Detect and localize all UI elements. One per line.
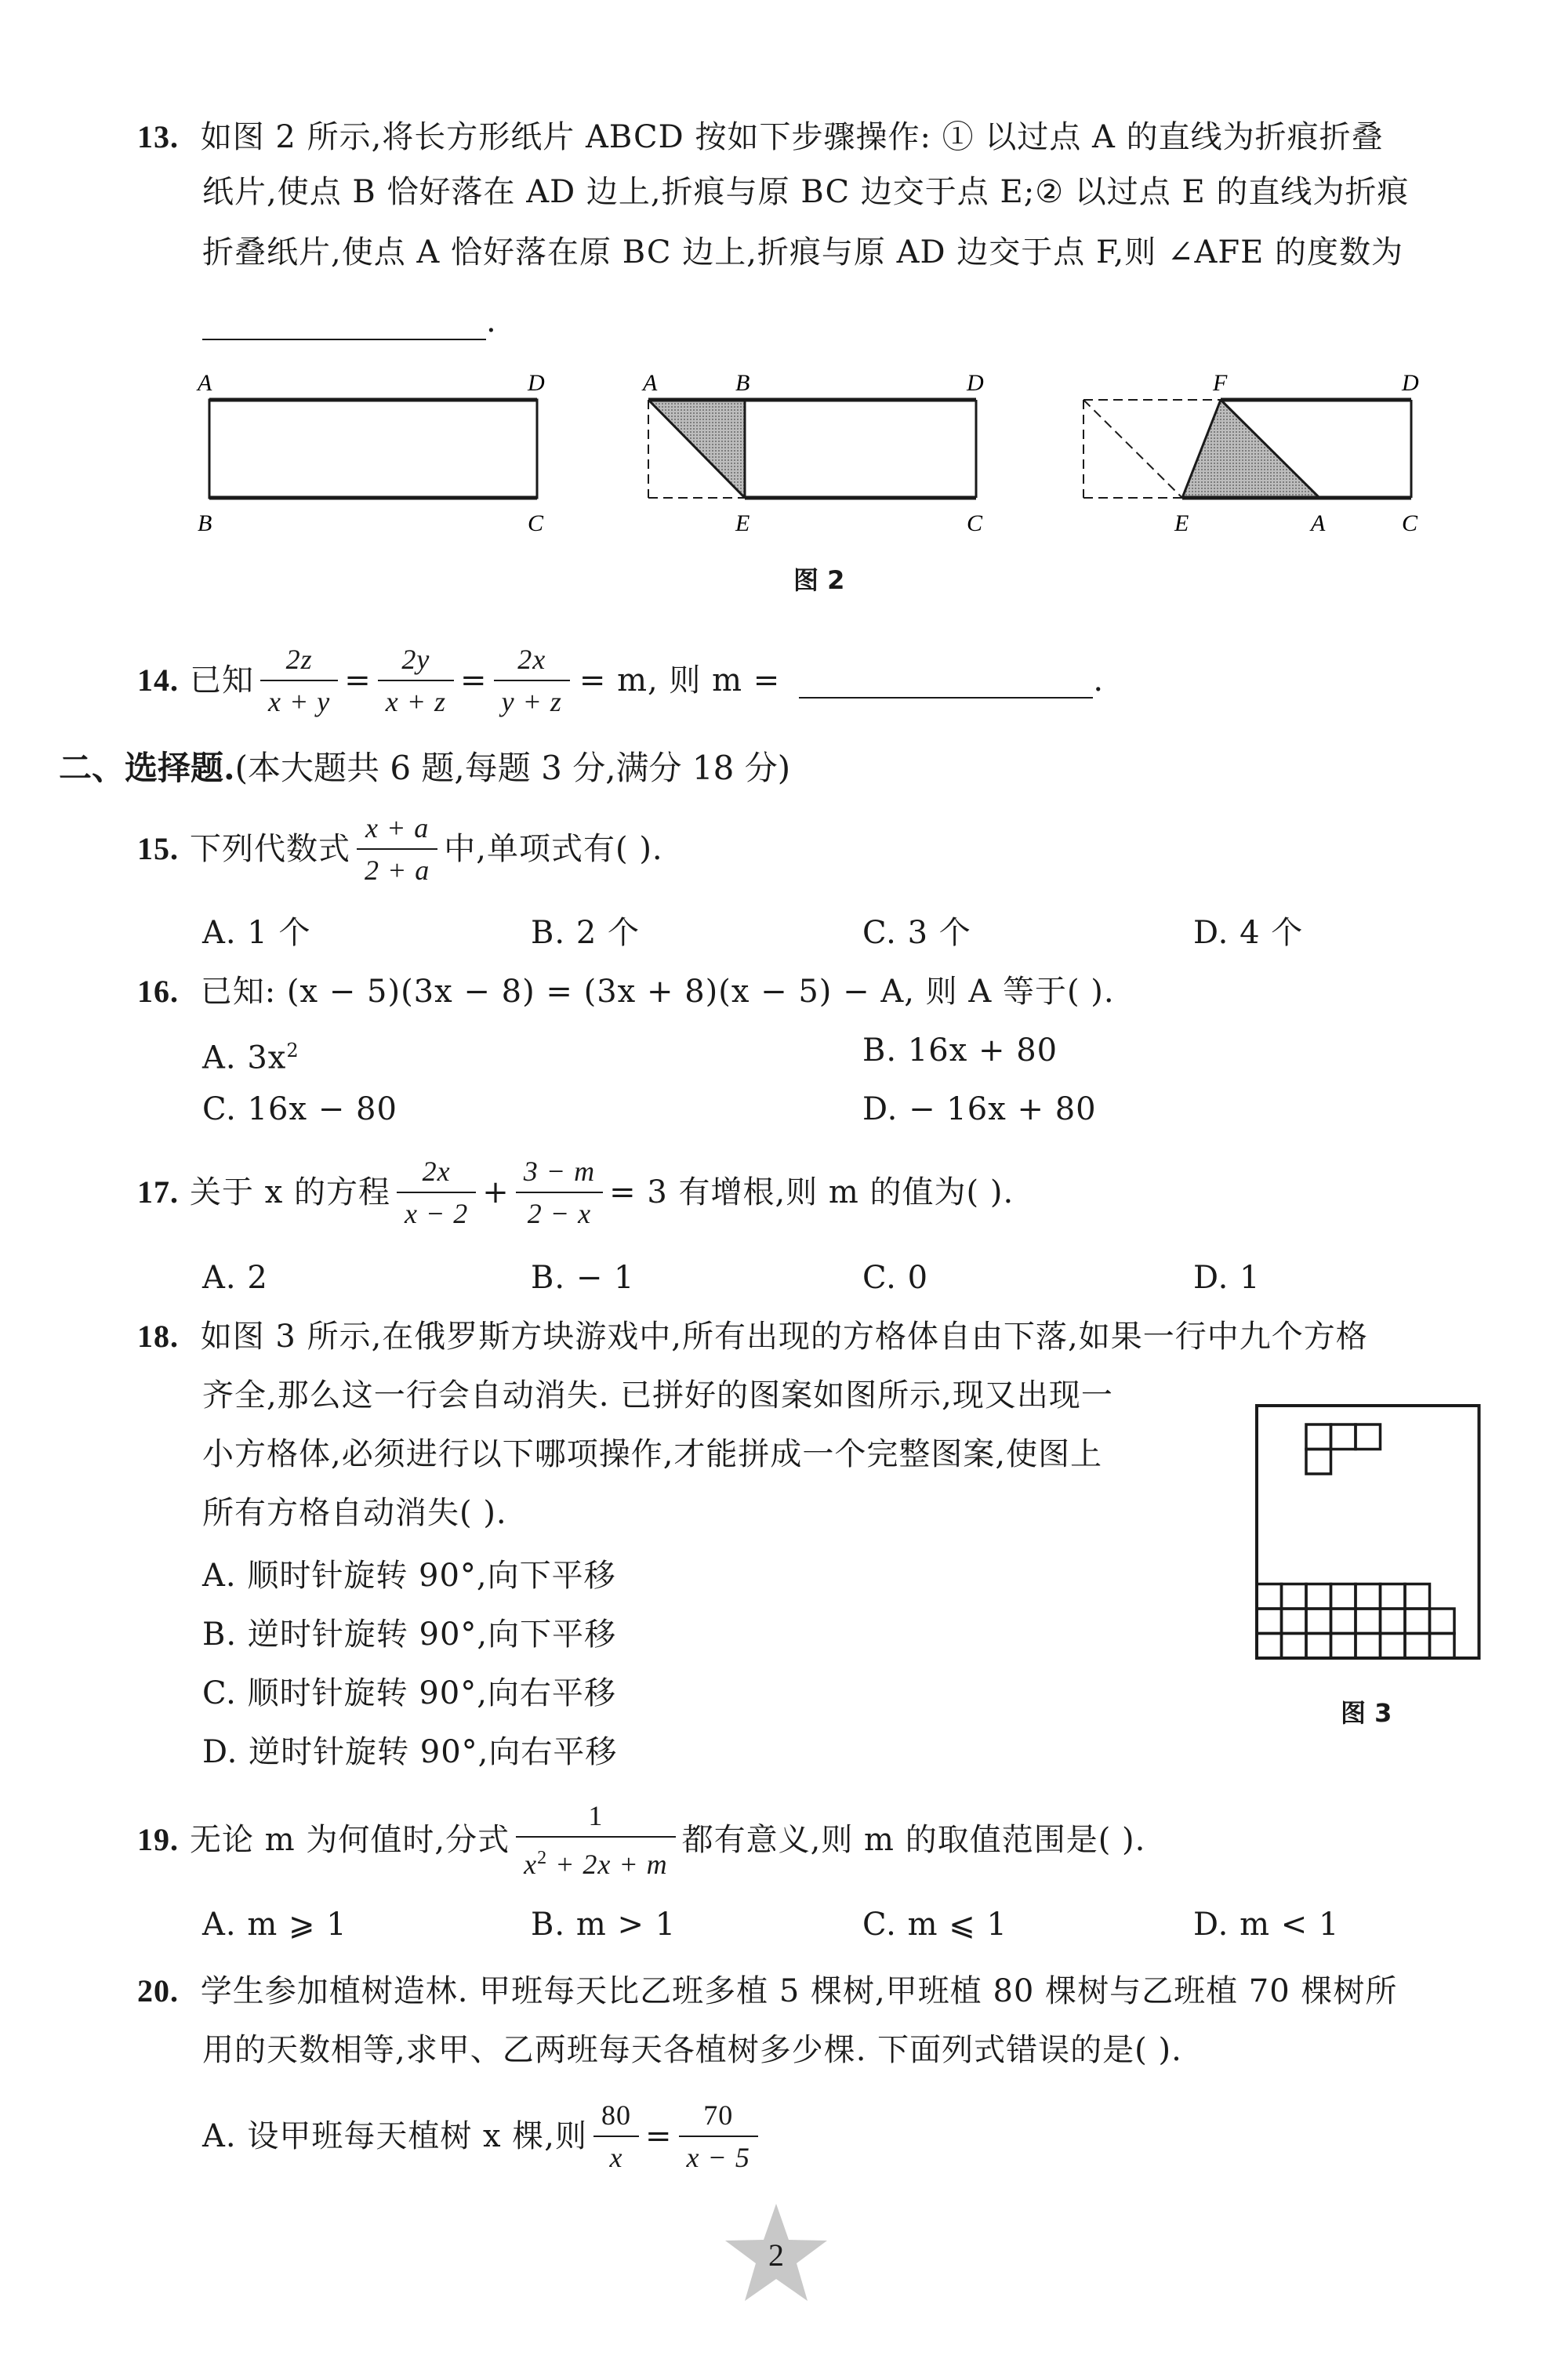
q19	[137, 1795, 1145, 1885]
filled-cell	[1356, 1609, 1381, 1634]
filled-cell	[1306, 1584, 1331, 1609]
filled-cell	[1356, 1584, 1381, 1609]
q20-line1	[137, 1972, 1397, 2010]
fraction	[516, 1795, 676, 1885]
figure-3	[1250, 1399, 1490, 1666]
question-number: 19.	[137, 1822, 179, 1857]
question-number: 18.	[137, 1319, 179, 1354]
label-d: D	[528, 370, 545, 396]
q13-line2: 纸片,使点 B 恰好落在 AD 边上,折痕与原 BC 边交于点 E;② 以过点 E 的直线为折痕	[202, 174, 1410, 210]
q15-option-a[interactable]: A. 1 个	[202, 915, 311, 951]
q18-line1	[137, 1318, 1368, 1355]
falling-piece-cell	[1306, 1450, 1331, 1475]
figure-2	[188, 368, 1474, 557]
answer-blank[interactable]	[202, 307, 486, 340]
label-d: D	[1402, 370, 1419, 396]
label-a: A	[198, 370, 212, 396]
label-c: C	[528, 510, 544, 536]
filled-cell	[1257, 1584, 1282, 1609]
q18-line3: 小方格体,必须进行以下哪项操作,才能拼成一个完整图案,使图上	[202, 1436, 1103, 1472]
denominator: x + y	[268, 686, 331, 717]
option-text: A. 3x	[202, 1040, 287, 1076]
q15-option-b[interactable]: B. 2 个	[531, 915, 640, 951]
fraction	[593, 2095, 639, 2178]
filled-cell	[1405, 1584, 1430, 1609]
question-number: 20.	[137, 1973, 179, 2009]
q15-option-d[interactable]: D. 4 个	[1193, 915, 1304, 951]
label-c: C	[1402, 510, 1418, 536]
q17	[137, 1151, 1014, 1234]
question-number: 16.	[137, 974, 179, 1009]
falling-piece-cell	[1331, 1424, 1356, 1450]
question-text: = 3 有增根,则 m 的值为( ).	[609, 1174, 1014, 1210]
question-text: 都有意义,则 m 的取值范围是( ).	[681, 1822, 1146, 1858]
numerator: 2x	[517, 644, 546, 675]
q16-option-d[interactable]: D. − 16x + 80	[862, 1091, 1097, 1127]
q20-option-a[interactable]	[202, 2095, 764, 2178]
filled-cell	[1331, 1609, 1356, 1634]
answer-blank[interactable]	[799, 662, 1093, 699]
label-b: B	[735, 370, 750, 396]
question-text: 如图 3 所示,在俄罗斯方块游戏中,所有出现的方格体自由下落,如果一行中九个方格	[200, 1319, 1368, 1355]
q18-option-c[interactable]: C. 顺时针旋转 90°,向右平移	[202, 1675, 616, 1711]
label-e: E	[1174, 510, 1189, 536]
denominator: 2 + a	[365, 855, 430, 886]
question-number: 15.	[137, 831, 179, 866]
q19-option-c[interactable]: C. m ⩽ 1	[862, 1907, 1007, 1943]
q18-line4: 所有方格自动消失( ).	[202, 1495, 507, 1531]
q14	[137, 639, 1104, 722]
section-header	[59, 742, 790, 789]
question-number: 17.	[137, 1174, 179, 1210]
exponent: 2	[537, 1848, 548, 1868]
denominator: x − 2	[405, 1198, 469, 1229]
q18-option-b[interactable]: B. 逆时针旋转 90°,向下平移	[202, 1617, 617, 1653]
plus: +	[482, 1174, 510, 1210]
numerator: 70	[703, 2099, 734, 2131]
filled-cell	[1282, 1609, 1307, 1634]
q17-option-a[interactable]: A. 2	[202, 1260, 268, 1296]
falling-piece-cell	[1306, 1424, 1331, 1450]
question-text: 下列代数式	[190, 831, 350, 867]
numerator: x + a	[365, 812, 430, 844]
page-number: 2	[768, 2237, 784, 2273]
fraction	[397, 1151, 476, 1234]
q13-line1	[137, 118, 1384, 156]
label-e: E	[735, 510, 750, 536]
filled-cell	[1306, 1609, 1331, 1634]
fraction	[516, 1151, 603, 1234]
filled-cell	[1430, 1609, 1455, 1634]
q13-answer-line	[202, 303, 497, 340]
fig2-panel-1	[196, 370, 545, 536]
fraction	[260, 639, 338, 722]
denominator: x	[609, 2142, 623, 2173]
question-text: 关于 x 的方程	[190, 1174, 390, 1210]
period: .	[1093, 662, 1105, 699]
q18-option-a[interactable]: A. 顺时针旋转 90°,向下平移	[202, 1558, 616, 1594]
q20-line2: 用的天数相等,求甲、乙两班每天各植树多少棵. 下面列式错误的是( ).	[202, 2032, 1182, 2068]
q16-option-b[interactable]: B. 16x + 80	[862, 1032, 1058, 1069]
filled-cell	[1430, 1634, 1455, 1659]
denominator: x + z	[385, 686, 447, 717]
filled-cell	[1331, 1634, 1356, 1659]
label-d: D	[967, 370, 984, 396]
q19-option-a[interactable]: A. m ⩾ 1	[202, 1907, 347, 1943]
q17-option-d[interactable]: D. 1	[1193, 1260, 1261, 1296]
label-a: A	[643, 370, 658, 396]
denominator: 2 − x	[527, 1198, 592, 1229]
label-b: B	[198, 510, 212, 536]
numerator: 80	[601, 2099, 632, 2131]
question-text: = m, 则 m =	[579, 662, 781, 699]
numerator: 2x	[422, 1156, 451, 1187]
figure-2-caption: 图 2	[793, 565, 845, 595]
q19-option-b[interactable]: B. m > 1	[531, 1907, 677, 1943]
exponent: 2	[286, 1040, 299, 1061]
denominator: y + z	[501, 686, 562, 717]
numerator: 2z	[285, 644, 313, 675]
q19-option-d[interactable]: D. m < 1	[1193, 1907, 1340, 1943]
rectangle-abcd	[209, 400, 537, 498]
filled-cell	[1306, 1634, 1331, 1659]
equals: =	[645, 2118, 673, 2154]
question-text: 如图 2 所示,将长方形纸片 ABCD 按如下步骤操作: ① 以过点 A 的直线为折痕折叠	[200, 119, 1384, 155]
option-text: A. 设甲班每天植树 x 棵,则	[202, 2118, 588, 2154]
question-text: 已知: (x − 5)(3x − 8) = (3x + 8)(x − 5) − A, 则 A 等于( ).	[200, 974, 1115, 1010]
numerator: 1	[588, 1800, 604, 1831]
question-text: 学生参加植树造林. 甲班每天比乙班多植 5 棵树,甲班植 80 棵树与乙班植 70 棵树所	[200, 1973, 1398, 2009]
numerator: 3 − m	[523, 1156, 596, 1187]
filled-cell	[1282, 1634, 1307, 1659]
q16	[137, 973, 1115, 1011]
fig2-panel-2	[641, 370, 984, 536]
q17-option-c[interactable]: C. 0	[862, 1260, 929, 1296]
fig2-panel-3	[1083, 370, 1419, 536]
q13-line3: 折叠纸片,使点 A 恰好落在原 BC 边上,折痕与原 AD 边交于点 F,则 ∠AFE 的度数为	[202, 234, 1404, 270]
fraction	[357, 807, 437, 891]
filled-cell	[1257, 1609, 1282, 1634]
q15	[137, 807, 663, 891]
filled-cell	[1356, 1634, 1381, 1659]
filled-cell	[1331, 1584, 1356, 1609]
falling-piece-cell	[1356, 1424, 1381, 1450]
question-text: 已知	[190, 662, 254, 699]
game-board-border	[1257, 1406, 1479, 1658]
question-text: 中,单项式有( ).	[444, 831, 663, 867]
denominator	[516, 1838, 676, 1885]
folded-triangle	[1182, 400, 1319, 498]
figure-3-caption: 图 3	[1341, 1698, 1392, 1728]
filled-cell	[1381, 1584, 1406, 1609]
q18-line2: 齐全,那么这一行会自动消失. 已拼好的图案如图所示,现又出现一	[202, 1377, 1113, 1413]
q17-option-b[interactable]: B. − 1	[531, 1260, 635, 1296]
denominator: x − 5	[686, 2142, 750, 2173]
fraction	[494, 639, 570, 722]
fraction	[378, 639, 454, 722]
label-c: C	[967, 510, 983, 536]
numerator: 2y	[401, 644, 430, 675]
label-a: A	[1311, 510, 1326, 536]
equals: =	[344, 662, 372, 699]
fraction	[679, 2095, 758, 2178]
q16-option-c[interactable]: C. 16x − 80	[202, 1091, 397, 1127]
equals: =	[460, 662, 488, 699]
q18-option-d[interactable]: D. 逆时针旋转 90°,向右平移	[202, 1734, 618, 1770]
filled-cell	[1282, 1584, 1307, 1609]
section-title: 二、选择题.	[59, 749, 235, 787]
denominator-base: x	[524, 1849, 538, 1880]
period: .	[486, 303, 497, 339]
filled-cell	[1381, 1634, 1406, 1659]
question-text: 无论 m 为何值时,分式	[190, 1822, 510, 1858]
q15-option-c[interactable]: C. 3 个	[862, 915, 971, 951]
q16-option-a[interactable]	[202, 1032, 299, 1076]
section-note: (本大题共 6 题,每题 3 分,满分 18 分)	[234, 749, 791, 787]
question-number: 14.	[137, 662, 179, 698]
label-f: F	[1213, 370, 1228, 396]
filled-cell	[1257, 1634, 1282, 1659]
filled-cell	[1381, 1609, 1406, 1634]
filled-cell	[1405, 1634, 1430, 1659]
denominator-rest: + 2x + m	[547, 1849, 668, 1880]
filled-cell	[1405, 1609, 1430, 1634]
question-number: 13.	[137, 119, 179, 154]
page-number-badge	[717, 2199, 835, 2309]
